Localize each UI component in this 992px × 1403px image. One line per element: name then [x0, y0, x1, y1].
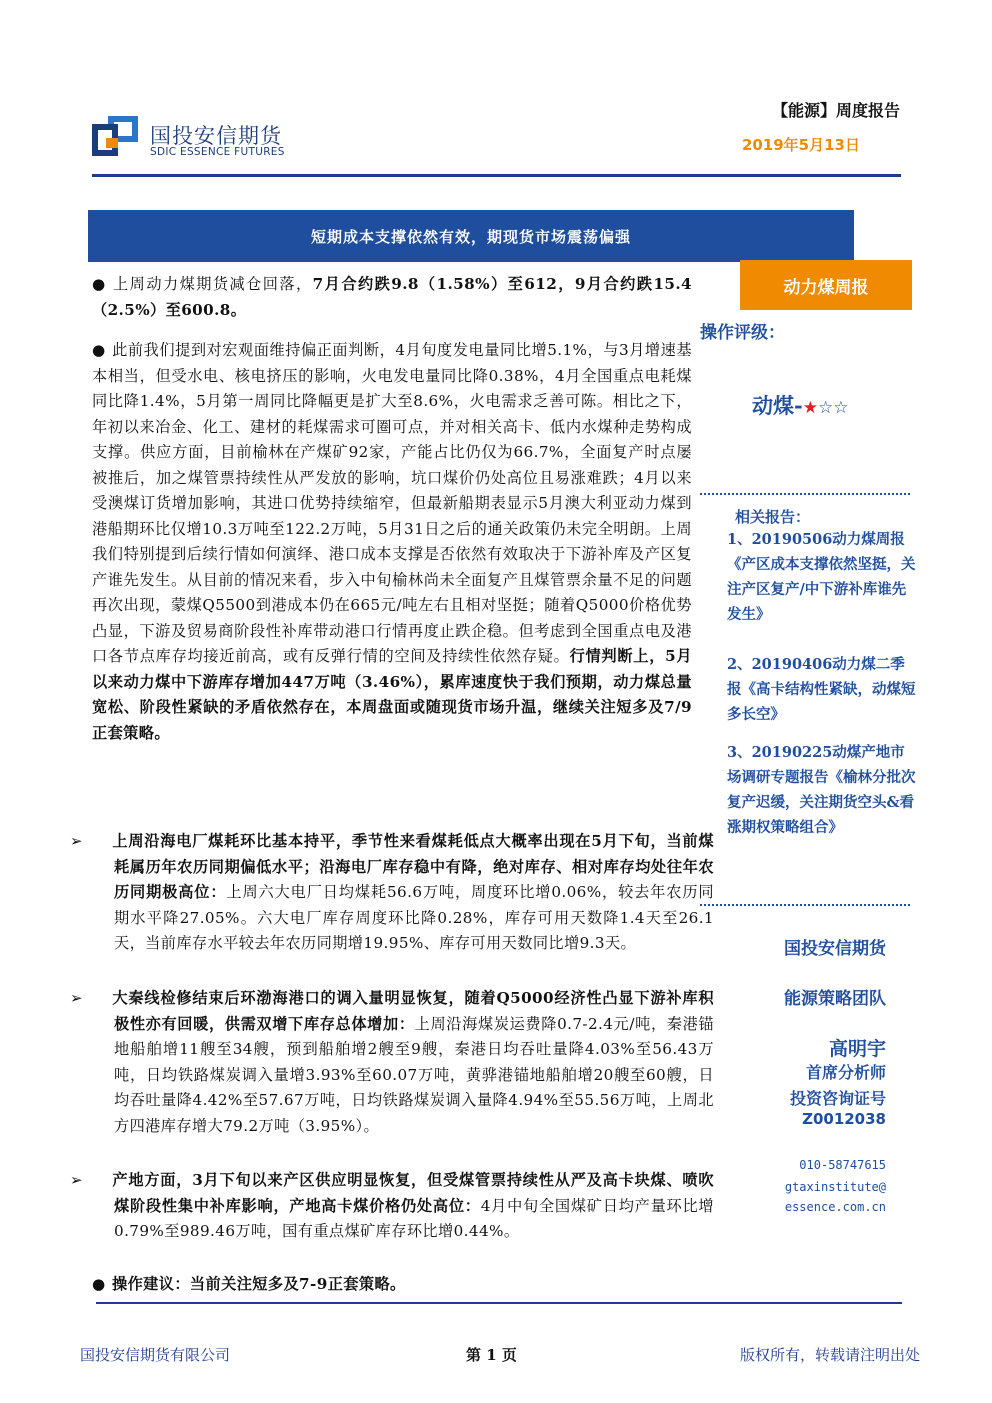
- report-date: 2019年5月13日: [741, 136, 860, 154]
- contact-phone: 010-58747615: [799, 1158, 886, 1172]
- operation-advice-text: 操作建议：当前关注短多及7-9正套策略。: [112, 1275, 406, 1293]
- analysis-text: 此前我们提到对宏观面维持偏正面判断，4月旬度发电量同比增5.1%，与3月增速基本相当，但受水电、核电挤压的影响，火电发电量同比降0.38%，4月全国重点电耗煤同比降1.4%，5月第一周同比降幅更是扩大至8.6%，火电需求乏善可陈。相比之下，年初以来冶金、化工、建材的耗煤需求可圈可点，并对相关高卡、低内水煤种走势构成支撑。供应方面，目前榆林在产煤矿92家，产能占比仍仅为66.7%，全面复产时点屡被推后，加之煤管票持续性从严发放的影响，坑口煤价仍处高位且易涨难跌；4月以来受澳煤订货增加影响，其进口优势持续缩窄，但最新船期表显示5月澳大利亚动力煤到港船期环比仅增10.3万吨至122.2万吨，5月31日之后的通关政策仍未完全明朗。上周我们特别提到后续行情如何演绎、港口成本支撑是否依然有效取决于下游补库及产区复产谁先发生。从目前的情况来看，步入中旬榆林尚未全面复产且煤管票余量不足的问题再次出现，蒙煤Q5500到港成本仍在665元/吨左右且相对坚挺；随着Q5000价格优势凸显，下游及贸易商阶段性补库带动港口行情再度止跌企稳。但考虑到全国重点电及港口各节点库存均接近前高，或有反弹行情的空间及持续性依然存疑。: [92, 341, 692, 665]
- bullet-arrow-icon: ➢: [70, 832, 84, 850]
- report-type: 【能源】周度报告: [771, 101, 900, 120]
- sidebar-team: 能源策略团队: [784, 989, 886, 1009]
- point-text: 4月中旬全国煤矿日均产量环比增0.79%至989.46万吨，国有重点煤矿库存环比增0.44%。: [114, 1196, 714, 1240]
- contact-email-line2[interactable]: essence.com.cn: [784, 1200, 886, 1214]
- summary-text-bold: 7月合约跌9.8（1.58%）至612，9月合约跌15.4（2.5%）至600.8。: [92, 275, 692, 319]
- summary-text: 上周动力煤期货减仓回落，: [112, 275, 313, 293]
- point-text-bold: 大秦线检修结束后环渤海港口的调入量明显恢复，随着Q5000经济性凸显下游补库积极性亦有回暖，供需双增下库存总体增加：: [112, 989, 714, 1033]
- summary-paragraph: [92, 272, 692, 323]
- contact-email-line1[interactable]: gtaxinstitute@: [784, 1180, 886, 1194]
- company-logo-name-cn: 国投安信期货: [150, 124, 282, 148]
- star-filled-icon: ★: [802, 398, 818, 418]
- point-text-bold: 上周沿海电厂煤耗环比基本持平，季节性来看煤耗低点大概率出现在5月下旬，当前煤耗属历年农历同期偏低水平；沿海电厂库存稳中有降，绝对库存、相对库存均处往年农历同期极高位：: [112, 832, 714, 901]
- bullet-dot-icon: ●: [92, 1275, 106, 1293]
- bullet-arrow-icon: ➢: [70, 1171, 84, 1189]
- header-divider: [92, 174, 901, 177]
- point-paragraph-power-plants: [70, 829, 714, 957]
- license-label: 投资咨询证号: [789, 1089, 886, 1108]
- sidebar-divider: [700, 904, 910, 906]
- report-category-tag: 动力煤周报: [740, 260, 912, 310]
- bullet-dot-icon: ●: [92, 341, 106, 359]
- analysis-paragraph: [92, 338, 692, 746]
- sidebar-org: 国投安信期货: [784, 939, 886, 959]
- star-empty-icon: ☆☆: [817, 398, 849, 418]
- related-reports-title: 相关报告：: [735, 508, 811, 526]
- report-title: 短期成本支撑依然有效，期现货市场震荡偏强: [88, 210, 854, 262]
- operation-advice: [92, 1272, 692, 1298]
- rating-name: 动煤-: [752, 393, 803, 418]
- sidebar-divider: [700, 493, 910, 495]
- company-logo-name-en: SDIC ESSENCE FUTURES: [150, 146, 285, 158]
- license-number: Z0012038: [802, 1110, 886, 1128]
- footer-copyright: 版权所有，转载请注明出处: [739, 1346, 920, 1364]
- company-logo-mark: [92, 116, 138, 156]
- point-paragraph-production: [70, 1168, 714, 1245]
- point-text-bold: 产地方面，3月下旬以来产区供应明显恢复，但受煤管票持续性从严及高卡块煤、喷吹煤阶段性集中补库影响，产地高卡煤价格仍处高位：: [112, 1171, 714, 1215]
- point-text: 上周六大电厂日均煤耗56.6万吨，周度环比增0.06%，较去年农历同期水平降27.05%。六大电厂库存周度环比降0.28%，库存可用天数降1.4天至26.1天，当前库存水平较去年农历同期增19.95%、库存可用天数同比增9.3天。: [114, 883, 714, 952]
- point-text: 上周沿海煤炭运费降0.7-2.4元/吨，秦港锚地船舶增11艘至34艘，预到船舶增2艘至9艘，秦港日均吞吐量降4.03%至56.43万吨，日均铁路煤炭调入量增3.93%至60.07万吨，黄骅港锚地船舶增20艘至60艘，日均吞吐量降4.42%至57.67万吨，日均铁路煤炭调入量降4.94%至55.56万吨，上周北方四港库存增大79.2万吨（3.95%）。: [114, 1014, 714, 1135]
- page-number: 第 1 页: [466, 1346, 517, 1364]
- analyst-name: 高明宇: [828, 1038, 886, 1060]
- point-paragraph-ports: [70, 986, 714, 1139]
- bullet-arrow-icon: ➢: [70, 989, 84, 1007]
- footer-divider: [96, 1302, 902, 1304]
- footer-company: 国投安信期货有限公司: [80, 1346, 231, 1364]
- analyst-title: 首席分析师: [805, 1063, 886, 1082]
- bullet-dot-icon: ●: [92, 275, 106, 293]
- rating-value: [752, 390, 848, 420]
- rating-label: 操作评级：: [700, 323, 785, 343]
- related-report-item[interactable]: 3、20190225动煤产地市场调研专题报告《榆林分批次复产迟缓，关注期货空头&看涨期权策略组合》: [727, 744, 916, 836]
- related-report-item[interactable]: 2、20190406动力煤二季报《高卡结构性紧缺，动煤短多长空》: [727, 656, 916, 723]
- analysis-text-bold: 行情判断上，5月以来动力煤中下游库存增加447万吨（3.46%），累库速度快于我们预期，动力煤总量宽松、阶段性紧缺的矛盾依然存在，本周盘面或随现货市场升温，继续关注短多及7/9正套策略。: [92, 647, 692, 742]
- related-report-item[interactable]: 1、20190506动力煤周报《产区成本支撑依然坚挺，关注产区复产/中下游补库谁先发生》: [727, 531, 916, 623]
